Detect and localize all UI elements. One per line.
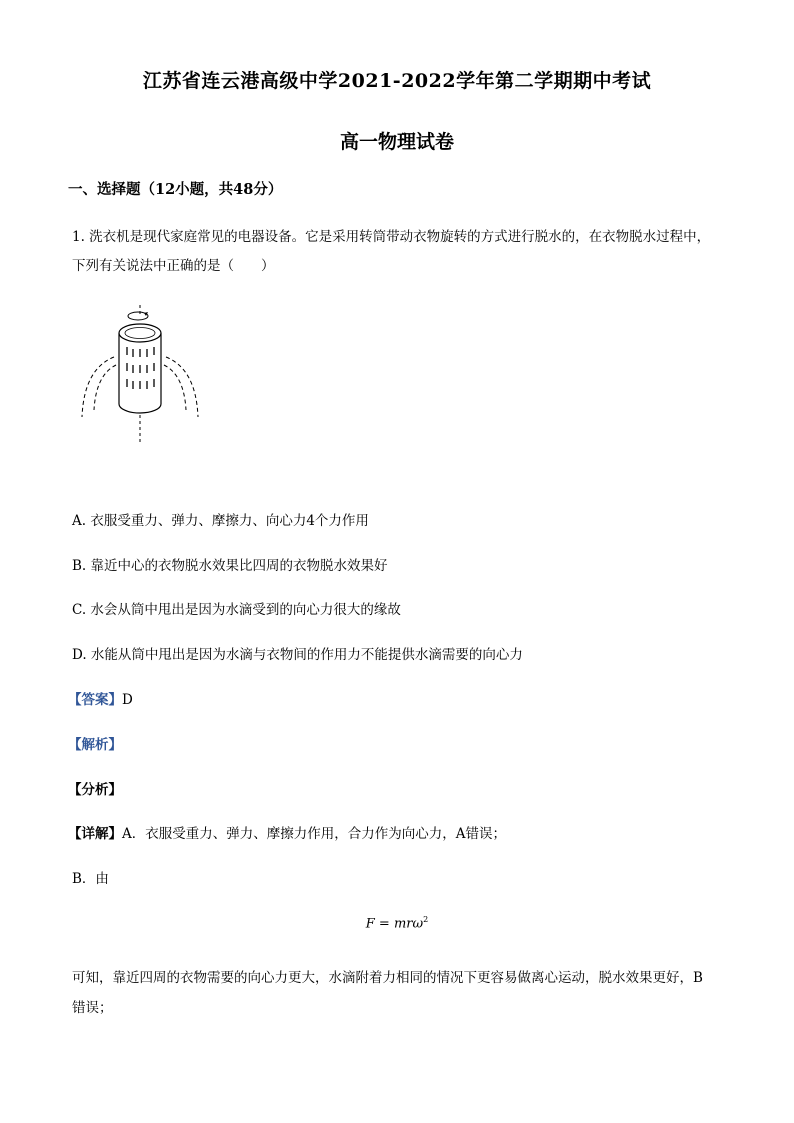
answer-line bbox=[68, 688, 133, 708]
option-c: C. 水会从筒中甩出是因为水滴受到的向心力很大的缘故 bbox=[72, 602, 401, 618]
answer-label: 【答案】 bbox=[68, 692, 122, 708]
fenxi-label: 【分析】 bbox=[68, 782, 122, 798]
conclusion-line-2: 错误； bbox=[72, 1000, 113, 1016]
spinning-drum-diagram-icon bbox=[78, 305, 208, 445]
question-stem-line-1: 1. 洗衣机是现代家庭常见的电器设备。它是采用转筒带动衣物旋转的方式进行脱水的，在衣物脱水过程中， bbox=[72, 229, 711, 245]
formula-main: F = mrω bbox=[365, 916, 424, 932]
b-line: B．由 bbox=[72, 871, 109, 887]
exam-subtitle: 高一物理试卷 bbox=[339, 131, 454, 153]
detail-text: A．衣服受重力、弹力、摩擦力作用，合力作为向心力，A错误； bbox=[122, 826, 506, 842]
option-d: D. 水能从筒中甩出是因为水滴与衣物间的作用力不能提供水滴需要的向心力 bbox=[72, 647, 523, 663]
conclusion-line-1: 可知，靠近四周的衣物需要的向心力更大，水滴附着力相同的情况下更容易做离心运动，脱水效果更好，B bbox=[72, 970, 703, 986]
detail-line bbox=[68, 822, 506, 842]
detail-label: 【详解】 bbox=[68, 826, 122, 842]
formula-exponent: 2 bbox=[423, 915, 429, 924]
centripetal-formula bbox=[0, 915, 794, 931]
option-a: A. 衣服受重力、弹力、摩擦力、向心力4个力作用 bbox=[72, 513, 369, 529]
exam-title: 江苏省连云港高级中学2021-2022学年第二学期期中考试 bbox=[142, 70, 652, 92]
section-heading: 一、选择题（12小题，共48分） bbox=[68, 181, 283, 198]
analysis-label: 【解析】 bbox=[68, 737, 122, 753]
option-b: B. 靠近中心的衣物脱水效果比四周的衣物脱水效果好 bbox=[72, 558, 388, 574]
question-stem-line-2: 下列有关说法中正确的是（ ） bbox=[72, 258, 275, 274]
answer-value: D bbox=[122, 692, 133, 708]
